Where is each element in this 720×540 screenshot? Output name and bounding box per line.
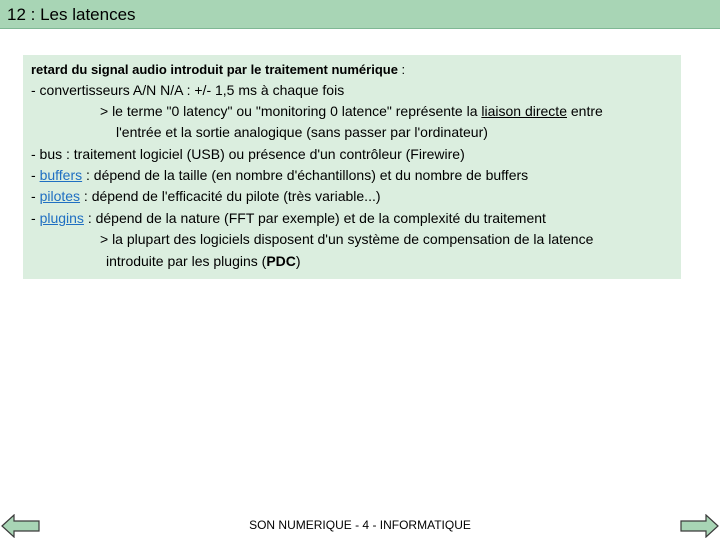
- latency-note-line2: l'entrée et la sortie analogique (sans passer par l'ordinateur): [116, 124, 488, 140]
- plugins-dash: -: [31, 210, 40, 226]
- plugins-note-suffix: ): [295, 253, 301, 269]
- footer: SON NUMERIQUE - 4 - INFORMATIQUE: [249, 518, 471, 532]
- intro-bold: retard du signal audio introduit par le traitement numérique: [31, 62, 398, 77]
- latency-note-line1: [100, 102, 603, 120]
- drivers-line: [31, 187, 381, 205]
- arrow-right-icon: [679, 514, 719, 538]
- converters-line: - convertisseurs A/N N/A : +/- 1,5 ms à chaque fois: [31, 82, 345, 98]
- buffers-rest: : dépend de la taille (en nombre d'échantillons) et du nombre de buffers: [82, 167, 529, 183]
- title-bar: [0, 0, 720, 29]
- plugins-link[interactable]: plugins: [39, 210, 84, 226]
- content-box: [23, 55, 681, 279]
- intro-line: [31, 61, 405, 79]
- pdc-text: PDC: [266, 253, 296, 269]
- page-title: 12 : Les latences: [7, 5, 136, 24]
- latency-note-suffix: entre: [566, 103, 603, 119]
- buffers-line: [31, 166, 528, 184]
- plugins-note-prefix: introduite par les plugins (: [106, 253, 267, 269]
- arrow-left-icon: [1, 514, 41, 538]
- latency-note-prefix: > le terme "0 latency" ou "monitoring 0 latence" représente la: [100, 103, 482, 119]
- intro-tail: :: [397, 62, 406, 77]
- buffers-link[interactable]: buffers: [39, 167, 83, 183]
- liaison-directe-text: liaison directe: [481, 103, 567, 119]
- plugins-rest: : dépend de la nature (FFT par exemple) et de la complexité du traitement: [83, 210, 546, 226]
- buffers-dash: -: [31, 167, 40, 183]
- next-slide-button[interactable]: [679, 514, 719, 538]
- plugins-note-line2: [106, 252, 301, 270]
- drivers-rest: : dépend de l'efficacité du pilote (très variable...): [80, 188, 381, 204]
- drivers-dash: -: [31, 188, 40, 204]
- plugins-note-line1: > la plupart des logiciels disposent d'un système de compensation de la latence: [100, 231, 594, 247]
- drivers-link[interactable]: pilotes: [39, 188, 81, 204]
- previous-slide-button[interactable]: [1, 514, 41, 538]
- bus-line: - bus : traitement logiciel (USB) ou présence d'un contrôleur (Firewire): [31, 146, 465, 162]
- plugins-line: [31, 209, 546, 227]
